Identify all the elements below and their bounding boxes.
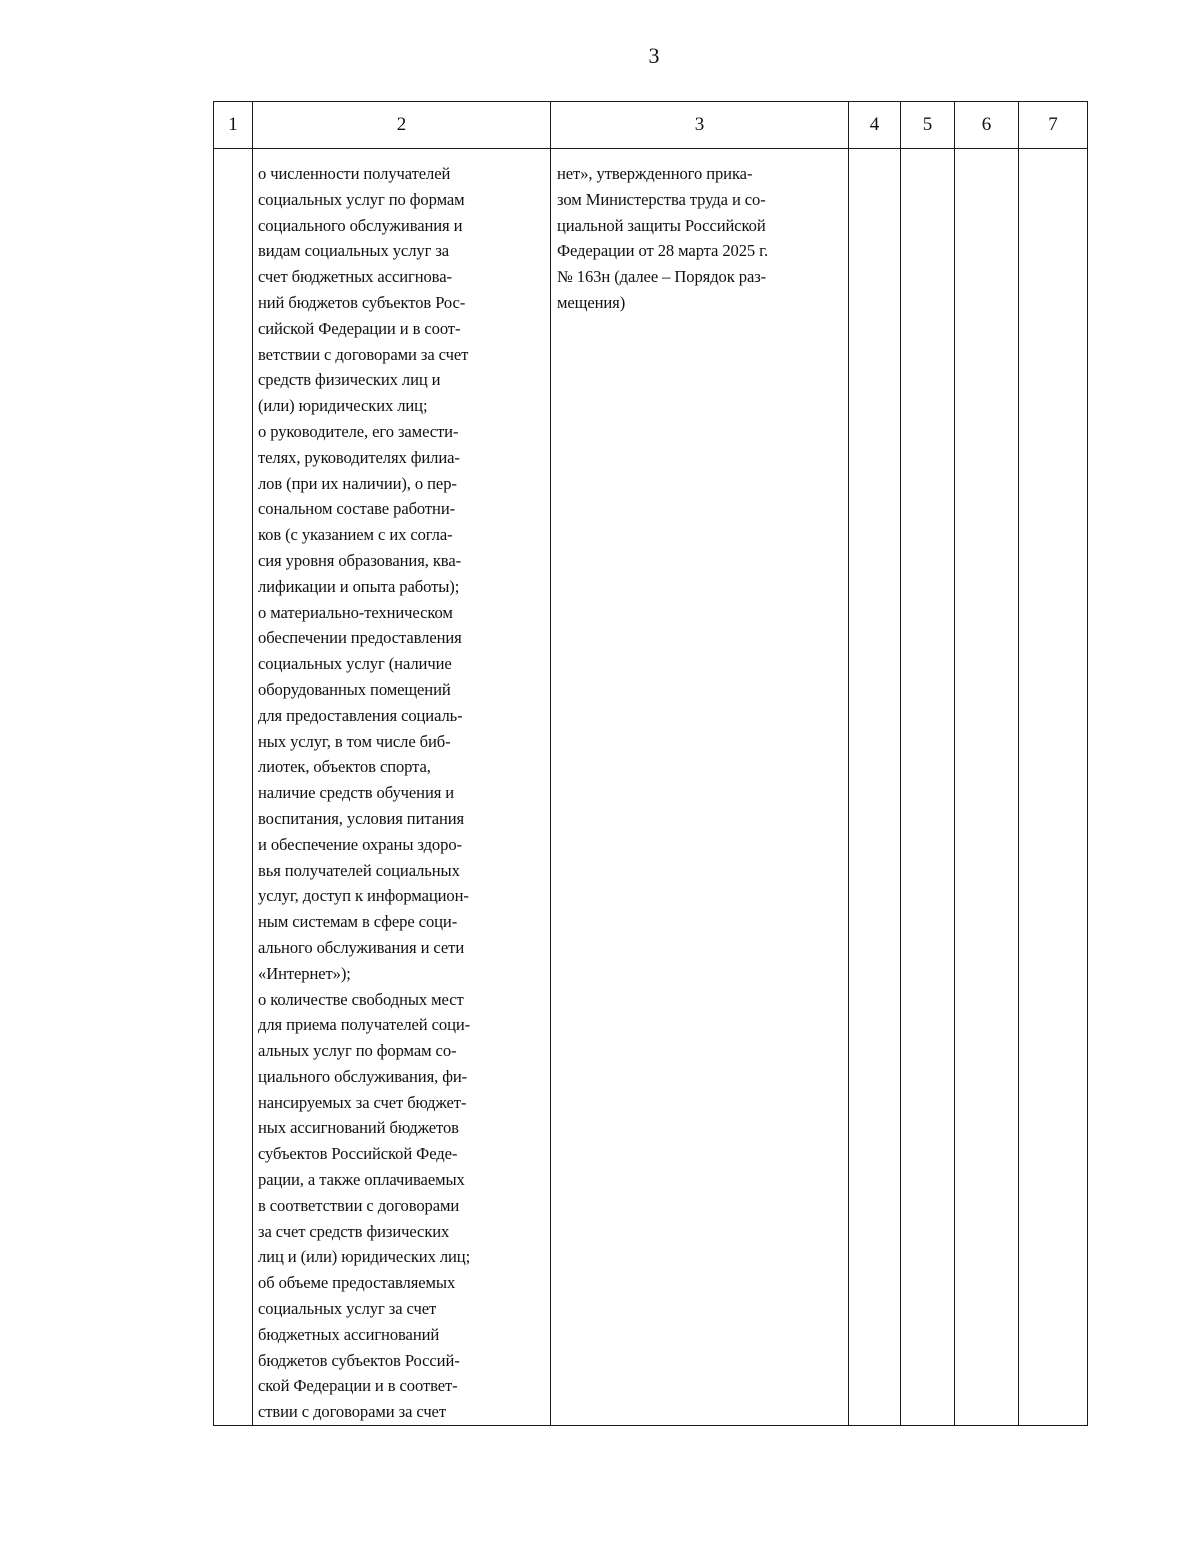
cell-col-2	[253, 149, 551, 1426]
cell-col-1-text	[214, 149, 252, 161]
header-col-6: 6	[955, 102, 1019, 149]
cell-col-4-text	[849, 149, 900, 161]
table-row	[214, 149, 1088, 1426]
header-col-2: 2	[253, 102, 551, 149]
table-header-row	[214, 102, 1088, 149]
cell-col-5-text	[901, 149, 954, 161]
cell-col-3-text: нет», утвержденного прика- зом Министерства труда и со- циальной защиты Российской Федерации от 28 марта 2025 г. № 163н (далее – Порядок раз- мещения)	[557, 164, 769, 312]
cell-col-5	[901, 149, 955, 1426]
header-col-7: 7	[1019, 102, 1088, 149]
cell-col-3	[551, 149, 849, 1426]
cell-col-2-text: о численности получателей социальных услуг по формам социального обслуживания и видам социальных услуг за счет бюджетных ассигнова- ний бюджетов субъектов Рос- сийской Федерации и в соот- ветствии с договорами за счет средств физических лиц и (или) юридических лиц; о руководителе, его замести- телях, руководителях филиа- лов (при их наличии), о пер- сональном составе работни- ков (с указанием с их согла- сия уровня образования, ква- лификации и опыта работы); о материально-техническом обеспечении предоставления социальных услуг (наличие оборудованных помещений для предоставления социаль- ных услуг, в том числе биб- лиотек, объектов спорта, наличие средств обучения и воспитания, условия питания и обеспечение охраны здоро- вья получателей социальных услуг, доступ к информацион- ным системам в сфере соци- ального обслуживания и сети «Интернет»); о количестве свободных мест для приема получателей соци- альных услуг по формам со- циального обслуживания, фи- нансируемых за счет бюджет- ных ассигнований бюджетов субъектов Российской Феде- рации, а также оплачиваемых в соответствии с договорами за счет средств физических лиц и (или) юридических лиц; об объеме предоставляемых социальных услуг за счет бюджетных ассигнований бюджетов субъектов Россий- ской Федерации и в соответ- ствии с договорами за счет	[258, 164, 471, 1422]
header-col-3: 3	[551, 102, 849, 149]
cell-col-1	[214, 149, 253, 1426]
header-col-5: 5	[901, 102, 955, 149]
cell-col-6	[955, 149, 1019, 1426]
requirements-table	[213, 101, 1088, 1426]
header-col-1: 1	[214, 102, 253, 149]
page-number: 3	[648, 43, 660, 68]
cell-col-7	[1019, 149, 1088, 1426]
cell-col-4	[849, 149, 901, 1426]
cell-col-7-text	[1019, 149, 1087, 161]
cell-col-6-text	[955, 149, 1018, 161]
header-col-4: 4	[849, 102, 901, 149]
